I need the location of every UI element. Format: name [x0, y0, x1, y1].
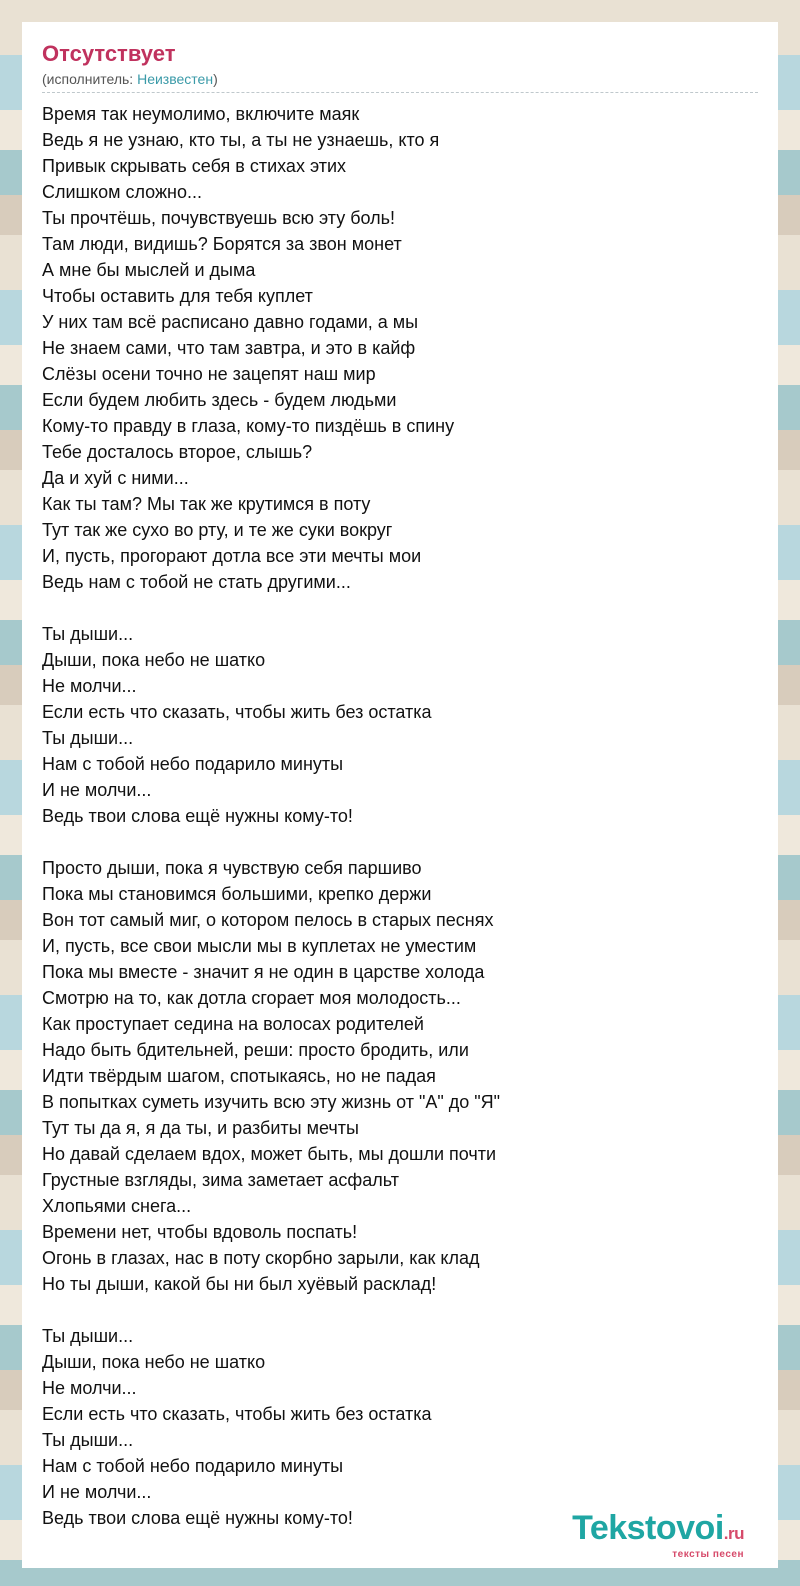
- lyric-line: Дыши, пока небо не шатко: [42, 1352, 266, 1372]
- lyric-line: Но давай сделаем вдох, может быть, мы дошли почти: [42, 1144, 497, 1164]
- lyric-line: Ведь твои слова ещё нужны кому-то!: [42, 1508, 353, 1528]
- lyric-line: Грустные взгляды, зима заметает асфальт: [42, 1170, 399, 1190]
- logo-tagline: тексты песен: [672, 1549, 744, 1560]
- lyric-line: Надо быть бдительней, реши: просто бродить, или: [42, 1040, 469, 1060]
- lyric-line: Огонь в глазах, нас в поту скорбно зарыли, как клад: [42, 1248, 480, 1268]
- lyric-line: Ты дыши...: [42, 624, 134, 644]
- logo-tld: .ru: [723, 1524, 744, 1543]
- lyric-line: Пока мы вместе - значит я не один в царстве холода: [42, 962, 485, 982]
- lyrics-card: [22, 22, 778, 1568]
- lyric-line: Нам с тобой небо подарило минуты: [42, 1456, 344, 1476]
- artist-suffix: ): [213, 71, 218, 87]
- song-title: Отсутствует: [42, 41, 176, 66]
- lyric-line: Просто дыши, пока я чувствую себя паршиво: [42, 858, 422, 878]
- lyric-line: Не молчи...: [42, 676, 137, 696]
- lyric-line: Пока мы становимся большими, крепко держи: [42, 884, 432, 904]
- lyric-line: Дыши, пока небо не шатко: [42, 650, 266, 670]
- site-logo[interactable]: [572, 1511, 744, 1560]
- header-divider: [42, 92, 758, 93]
- lyric-line: Тут ты да я, я да ты, и разбиты мечты: [42, 1118, 359, 1138]
- lyric-line: Смотрю на то, как дотла сгорает моя молодость...: [42, 988, 461, 1008]
- lyric-line: Идти твёрдым шагом, спотыкаясь, но не падая: [42, 1066, 436, 1086]
- lyric-line: Хлопьями снега...: [42, 1196, 192, 1216]
- lyric-line: Вон тот самый миг, о котором пелось в старых песнях: [42, 910, 494, 930]
- lyric-line: Там люди, видишь? Борятся за звон монет: [42, 234, 402, 254]
- lyric-line: Не молчи...: [42, 1378, 137, 1398]
- lyric-line: Тебе досталось второе, слышь?: [42, 442, 313, 462]
- logo-name: Tekstovoi: [572, 1509, 724, 1547]
- lyric-line: Как проступает седина на волосах родителей: [42, 1014, 424, 1034]
- lyric-line: [42, 595, 758, 621]
- lyric-line: Ты прочтёшь, почувствуешь всю эту боль!: [42, 208, 396, 228]
- lyric-line: Ведь я не узнаю, кто ты, а ты не узнаешь, кто я: [42, 130, 440, 150]
- artist-prefix: (исполнитель:: [42, 71, 138, 87]
- lyric-line: И не молчи...: [42, 1482, 152, 1502]
- lyric-line: Кому-то правду в глаза, кому-то пиздёшь в спину: [42, 416, 455, 436]
- lyric-line: Тут так же сухо во рту, и те же суки вокруг: [42, 520, 393, 540]
- lyric-line: Привык скрывать себя в стихах этих: [42, 156, 347, 176]
- artist-line: [42, 70, 758, 88]
- lyric-line: Время так неумолимо, включите маяк: [42, 104, 360, 124]
- lyric-line: И, пусть, прогорают дотла все эти мечты мои: [42, 546, 422, 566]
- lyric-line: И, пусть, все свои мысли мы в куплетах не уместим: [42, 936, 477, 956]
- lyric-line: Но ты дыши, какой бы ни был хуёвый расклад!: [42, 1274, 437, 1294]
- lyric-line: Ты дыши...: [42, 1430, 134, 1450]
- lyrics-text: [42, 101, 758, 1531]
- lyric-line: Нам с тобой небо подарило минуты: [42, 754, 344, 774]
- lyric-line: И не молчи...: [42, 780, 152, 800]
- lyric-line: Ведь твои слова ещё нужны кому-то!: [42, 806, 353, 826]
- lyric-line: В попытках суметь изучить всю эту жизнь от "А" до "Я": [42, 1092, 501, 1112]
- lyric-line: Если есть что сказать, чтобы жить без остатка: [42, 1404, 432, 1424]
- lyric-line: Не знаем сами, что там завтра, и это в кайф: [42, 338, 416, 358]
- lyric-line: [42, 829, 758, 855]
- lyric-line: Ты дыши...: [42, 728, 134, 748]
- lyric-line: Если есть что сказать, чтобы жить без остатка: [42, 702, 432, 722]
- lyric-line: Да и хуй с ними...: [42, 468, 189, 488]
- lyric-line: Ведь нам с тобой не стать другими...: [42, 572, 351, 592]
- lyric-line: Если будем любить здесь - будем людьми: [42, 390, 397, 410]
- lyric-line: Чтобы оставить для тебя куплет: [42, 286, 313, 306]
- lyric-line: [42, 1297, 758, 1323]
- lyric-line: Времени нет, чтобы вдоволь поспать!: [42, 1222, 358, 1242]
- lyric-line: А мне бы мыслей и дыма: [42, 260, 256, 280]
- lyric-line: Слишком сложно...: [42, 182, 202, 202]
- lyric-line: Как ты там? Мы так же крутимся в поту: [42, 494, 371, 514]
- artist-link[interactable]: Неизвестен: [137, 71, 214, 87]
- lyric-line: Ты дыши...: [42, 1326, 134, 1346]
- lyric-line: Слёзы осени точно не зацепят наш мир: [42, 364, 376, 384]
- lyric-line: У них там всё расписано давно годами, а мы: [42, 312, 419, 332]
